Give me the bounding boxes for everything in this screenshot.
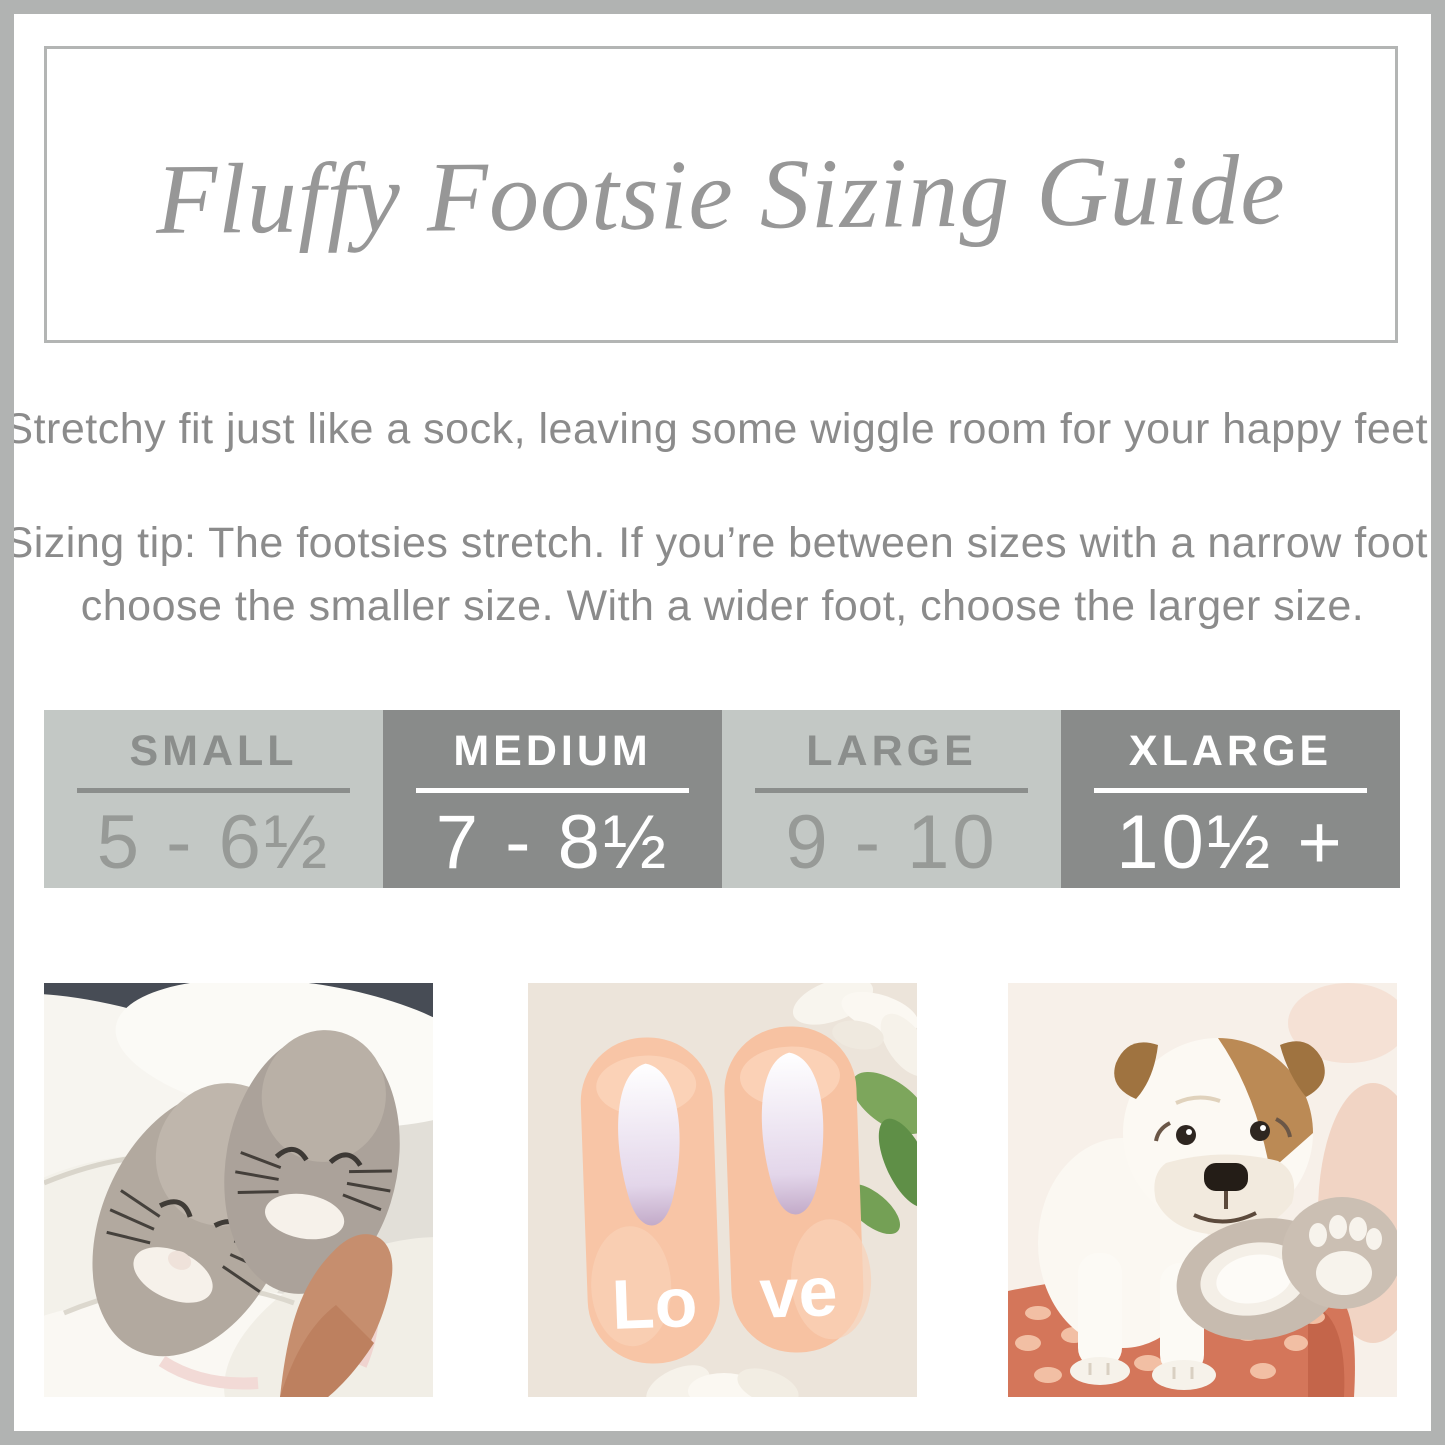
intro-text: Stretchy fit just like a sock, leaving some wiggle room for your happy feet. [4, 405, 1441, 453]
sizing-tip-text [0, 512, 1445, 638]
divider-line [77, 788, 350, 793]
photo-grey-slippers-on-feet [44, 983, 433, 1397]
love-text-right: ve [758, 1252, 839, 1333]
divider-line [1094, 788, 1367, 793]
bulldog-illustration [1008, 983, 1397, 1397]
size-label: SMALL [129, 727, 298, 775]
size-cell-xlarge [1061, 710, 1400, 888]
size-cell-small [44, 710, 383, 888]
page-title: Fluffy Footsie Sizing Guide [155, 134, 1287, 255]
size-range: 9 - 10 [785, 800, 998, 885]
size-label: XLARGE [1128, 727, 1333, 775]
photo-love-slippers [528, 983, 917, 1397]
sizing-tip-line-2: choose the smaller size. With a wider foot, choose the larger size. [80, 582, 1365, 630]
love-slippers-illustration [528, 983, 917, 1397]
size-cell-medium [383, 710, 722, 888]
title-box [44, 46, 1398, 343]
divider-line [416, 788, 689, 793]
love-text-left: Lo [610, 1262, 699, 1344]
size-range: 5 - 6½ [96, 800, 331, 885]
size-label: MEDIUM [453, 727, 652, 775]
size-range: 7 - 8½ [435, 800, 670, 885]
grey-slippers-illustration [44, 983, 433, 1397]
sizing-tip-line-1: Sizing tip: The footsies stretch. If you’re between sizes with a narrow foot, [4, 519, 1441, 567]
size-range: 10½ + [1116, 800, 1345, 885]
size-table [44, 710, 1400, 888]
size-cell-large [722, 710, 1061, 888]
size-label: LARGE [806, 727, 977, 775]
photo-bulldog-with-slipper [1008, 983, 1397, 1397]
divider-line [755, 788, 1028, 793]
